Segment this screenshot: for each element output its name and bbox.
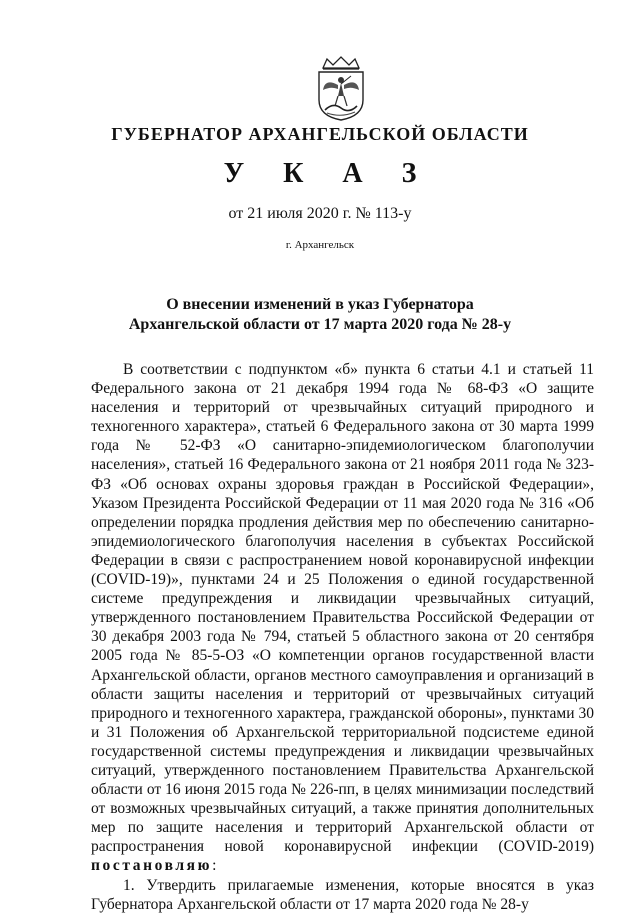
- place-of-issue: г. Архангельск: [285, 239, 355, 251]
- document-date-number: от 21 июля 2020 г. № 113-у: [228, 205, 412, 222]
- title-line-2: Архангельской области от 17 марта 2020 года № 28-у: [128, 316, 512, 333]
- title-line-1: О внесении изменений в указ Губернатора: [166, 296, 474, 313]
- decree-word: постановляю: [91, 857, 213, 875]
- preamble-text: В соответствии с подпунктом «б» пункта 6 статьи 4.1 и статьей 11 Федерального закона от 21 декабря 1994 года № 68-ФЗ «О защите населения и территорий от чрезвычайных ситуаций природного и техногенного характера», статьей 6 Федерального закона от 30 марта 1999 года № 52-ФЗ «О санитарно-эпидемиологическом благополучии населения», статьей 16 Федерального закона от 21 ноября 2011 года № 323-ФЗ «Об основах охраны здоровья граждан в Российской Федерации», Указом Президента Российской Федерации от 11 мая 2020 года № 316 «Об определении порядка продления действия мер по обеспечению санитарно-эпидемиологического благополучия населения в субъектах Российской Федерации в связи с распространением новой коронавирусной инфекции (COVID-19)», пунктами 24 и 25 Положения о единой государственной системе предупреждения и ликвидации чрезвычайных ситуаций, утвержденного постановлением Правительства Российской Федерации от 30 декабря 2003 года № 794, статьей 5 областного закона от 20 сентября 2005 года № 85-5-ОЗ «О компетенции органов государственной власти Архангельской области, органов местного самоуправления и организаций в области защиты населения и территорий от чрезвычайных ситуаций природного и техногенного характера, гражданской обороны», пунктами 30 и 31 Положения об Архангельской территориальной подсистеме единой государственной системы предупреждения и ликвидации чрезвычайных ситуаций, утвержденного постановлением Правительства Архангельской области от 16 июня 2015 года № 226-пп, в целях минимизации последствий от возможных чрезвычайных ситуаций, а также принятия дополнительных мер по защите населения и территорий Архангельской области от распространения новой коронавирусной инфекции (COVID-2019): [91, 361, 594, 856]
- document-title: [100, 295, 540, 335]
- decree-colon: :: [212, 857, 217, 875]
- document-body: [91, 360, 594, 914]
- coat-of-arms-icon: [311, 56, 371, 122]
- preamble-paragraph: [91, 360, 594, 876]
- document-type: У К А З: [223, 158, 433, 189]
- item-1-paragraph: 1. Утвердить прилагаемые изменения, которые вносятся в указ Губернатора Архангельской области от 17 марта 2020 года № 28-у: [91, 876, 594, 913]
- issuing-authority: ГУБЕРНАТОР АРХАНГЕЛЬСКОЙ ОБЛАСТИ: [111, 124, 529, 144]
